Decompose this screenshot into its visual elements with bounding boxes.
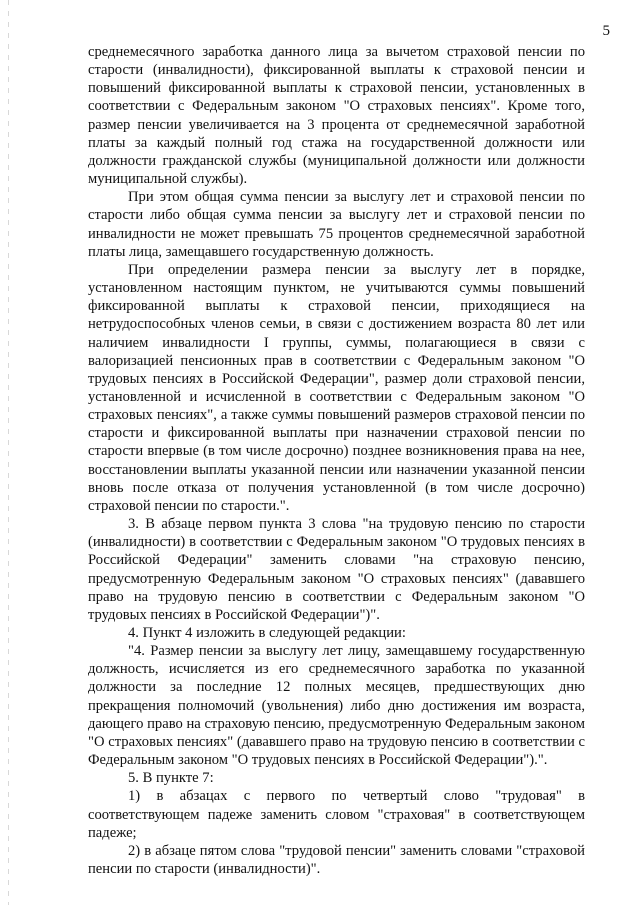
document-body — [88, 43, 585, 878]
paragraph: При определении размера пенсии за выслугу лет в порядке, установленном настоящим пунктом, не учитываются суммы повышений фиксированной выплаты к страховой пенсии, приходящиеся на нетрудоспособных членов семьи, в связи с достижением возраста 80 лет или наличием инвалидности I группы, суммы, полагающиеся в связи с валоризацией пенсионных прав в соответствии с Федеральным законом "О трудовых пенсиях в Российской Федерации", размер доли страховой пенсии, установленной и исчисленной в соответствии с Федеральным законом "О страховых пенсиях", а также суммы повышений размеров страховой пенсии по старости и фиксированной выплаты при назначении страховой пенсии по старости впервые (в том числе досрочно) позднее возникновения права на нее, восстановлении выплаты указанной пенсии или назначении указанной пенсии вновь после отказа от получения установленной (в том числе досрочно) страховой пенсии по старости.". — [88, 261, 585, 514]
paragraph: При этом общая сумма пенсии за выслугу лет и страховой пенсии по старости либо общая сумма пенсии за выслугу лет и страховой пенсии по инвалидности не может превышать 75 процентов среднемесячной заработной платы лица, замещавшего государственную должность. — [88, 189, 585, 260]
paragraph: 3. В абзаце первом пункта 3 слова "на трудовую пенсию по старости (инвалидности) в соответствии с Федеральным законом "О трудовых пенсиях в Российской Федерации" заменить словами "на страховую пенсию, предусмотренную Федеральным законом "О страховых пенсиях" (дававшего право на трудовую пенсию в соответствии с Федеральным законом "О трудовых пенсиях в Российской Федерации")". — [88, 516, 585, 623]
page-number: 5 — [602, 23, 610, 39]
paragraph: 2) в абзаце пятом слова "трудовой пенсии" заменить словами "страховой пенсии по старости (инвалидности)". — [88, 842, 585, 878]
paragraph: 1) в абзацах с первого по четвертый слово "трудовая" в соответствующем падеже заменить словом "страховая" в соответствующем падеже; — [88, 788, 585, 841]
paragraph: 4. Пункт 4 изложить в следующей редакции: — [128, 625, 406, 641]
paragraph: 5. В пункте 7: — [128, 770, 214, 787]
paragraph: среднемесячного заработка данного лица за вычетом страховой пенсии по старости (инвалидности), фиксированной выплаты к страховой пенсии и повышений фиксированной выплаты к страховой пенсии, установленных в соответствии с Федеральным законом "О страховых пенсиях". Кроме того, размер пенсии увеличивается на 3 процента от среднемесячной заработной платы за каждый полный год стажа на государственной должности или должности гражданской службы (муниципальной должности или должности муниципальной службы). — [88, 44, 585, 188]
scan-edge — [8, 0, 9, 905]
paragraph: "4. Размер пенсии за выслугу лет лицу, замещавшему государственную должность, исчисляется из его среднемесячного заработка по указанной должности за последние 12 полных месяцев, предшествующих дню прекращения полномочий (увольнения) либо дню достижения им возраста, дающего право на страховую пенсию, предусмотренную Федеральным законом "О страховых пенсиях" (дававшего право на трудовую пенсию в соответствии с Федеральным законом "О трудовых пенсиях в Российской Федерации").". — [88, 643, 585, 769]
